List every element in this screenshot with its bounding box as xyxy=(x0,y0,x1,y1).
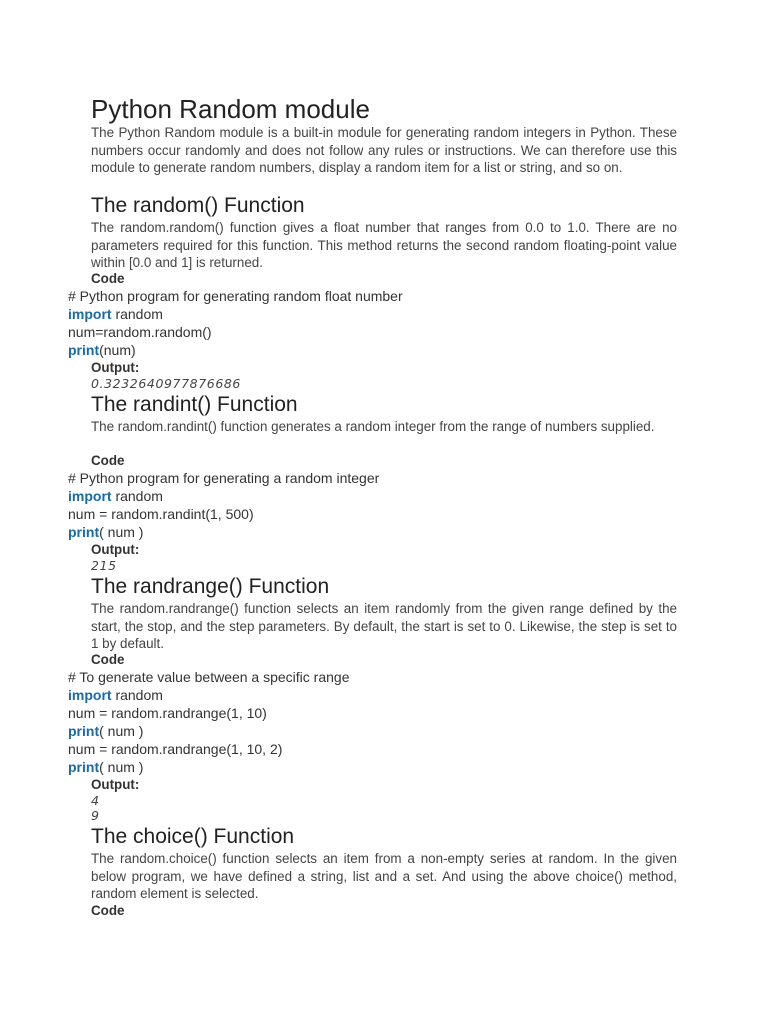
code-print-line xyxy=(68,758,143,776)
code-comment: # To generate value between a specific range xyxy=(68,669,350,685)
keyword-import: import xyxy=(68,687,112,703)
section-description-randrange: The random.randrange() function selects an item randomly from the given range defined by the start, the stop, and the step parameters. By default, the start is set to 0. Likewise, the step is set to 1 by default. xyxy=(91,601,677,651)
keyword-import: import xyxy=(68,488,112,504)
output-value: 0.3232640977876686 xyxy=(91,376,241,391)
code-comment: # Python program for generating random float number xyxy=(68,288,403,304)
code-import-line xyxy=(68,686,163,704)
code-print-line xyxy=(68,341,136,359)
keyword-print: print xyxy=(68,524,100,540)
code-comment: # Python program for generating a random integer xyxy=(68,470,380,486)
output-label: Output: xyxy=(91,360,140,375)
section-description-random: The random.random() function gives a float number that ranges from 0.0 to 1.0. There are no parameters required for this function. This method returns the second random floating-point value within [0.0 and 1] is returned. xyxy=(91,220,677,270)
section-heading-choice: The choice() Function xyxy=(91,825,295,848)
keyword-print: print xyxy=(68,759,100,775)
import-module: random xyxy=(111,687,163,703)
code-print-line xyxy=(68,523,143,541)
print-args: (num) xyxy=(99,342,136,358)
section-heading-randint: The randint() Function xyxy=(91,393,298,416)
page-title: Python Random module xyxy=(91,94,370,124)
code-import-line xyxy=(68,305,163,323)
code-assign-line: num = random.randint(1, 500) xyxy=(68,506,254,522)
code-assign-line: num=random.random() xyxy=(68,324,212,340)
keyword-print: print xyxy=(68,342,100,358)
keyword-print: print xyxy=(68,723,100,739)
code-label: Code xyxy=(91,652,125,667)
section-description-choice: The random.choice() function selects an item from a non-empty series at random. In the given below program, we have defined a string, list and a set. And using the above choice() method, random element is selected. xyxy=(91,851,677,901)
code-assign-line: num = random.randrange(1, 10, 2) xyxy=(68,741,283,757)
code-import-line xyxy=(68,487,163,505)
import-module: random xyxy=(111,488,163,504)
output-label: Output: xyxy=(91,777,140,792)
code-label: Code xyxy=(91,453,125,468)
code-label: Code xyxy=(91,903,125,918)
code-label: Code xyxy=(91,271,125,286)
keyword-import: import xyxy=(68,306,112,322)
print-args: ( num ) xyxy=(99,524,144,540)
code-print-line xyxy=(68,722,143,740)
section-heading-randrange: The randrange() Function xyxy=(91,575,330,598)
section-heading-random: The random() Function xyxy=(91,194,305,217)
output-label: Output: xyxy=(91,542,140,557)
intro-paragraph: The Python Random module is a built-in module for generating random integers in Python. These numbers occur randomly and does not follow any rules or instructions. We can therefore use this module to generate random numbers, display a random item for a list or string, and so on. xyxy=(91,125,677,175)
output-value: 9 xyxy=(91,808,100,823)
code-assign-line: num = random.randrange(1, 10) xyxy=(68,705,267,721)
print-args: ( num ) xyxy=(99,723,144,739)
output-value: 215 xyxy=(91,558,117,573)
section-description-randint: The random.randint() function generates a random integer from the range of numbers supplied. xyxy=(91,419,655,434)
print-args: ( num ) xyxy=(99,759,144,775)
output-value: 4 xyxy=(91,793,100,808)
import-module: random xyxy=(111,306,163,322)
